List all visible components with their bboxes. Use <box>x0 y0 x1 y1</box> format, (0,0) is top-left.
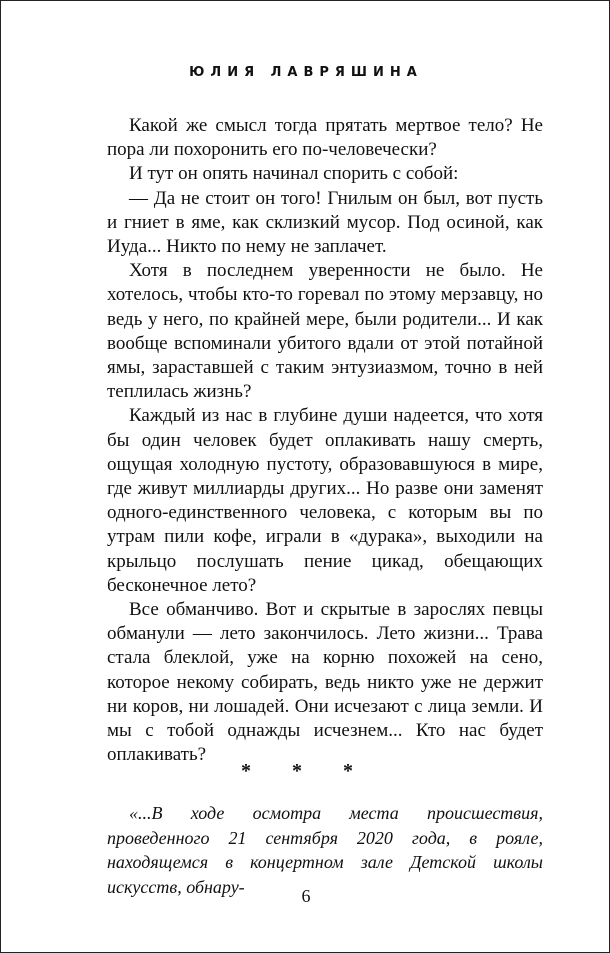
body-text <box>107 114 543 767</box>
quoted-report <box>107 801 543 899</box>
running-header-author: ЮЛИЯ ЛАВРЯШИНА <box>189 65 423 80</box>
paragraph: Каждый из нас в глубине души надеется, что хотя бы один человек будет оплакивать нашу смерть, ощущая холодную пустоту, образовавшуюся в мире, где живут миллиарды других... Но разве они заменят одного-единственного человека, с которым вы по утрам пили кофе, играли в «дурака», выходили на крыльцо послушать пение цикад, обещающих бесконечное лето? <box>107 405 543 596</box>
paragraph: Хотя в последнем уверенности не было. Не хотелось, чтобы кто-то горевал по этому мерзавцу, но ведь у него, по крайней мере, были родители... И как вообще вспоминали убитого вдали от этой потайной ямы, зараставшей с таким энтузиазмом, точно в ней теплилась жизнь? <box>107 260 543 403</box>
paragraph: — Да не стоит он того! Гнилым он был, вот пусть и гниет в яме, как склизкий мусор. Под осиной, как Иуда... Никто по нему не заплачет. <box>107 187 543 258</box>
paragraph: Все обманчиво. Вот и скрытые в зарослях певцы обманули — лето закончилось. Лето жизни... Трава стала блеклой, уже на корню похожей на сено, которое некому собирать, ведь никто уже не держит ни коров, ни лошадей. Они исчезают с лица земли. И мы с тобой однажды исчезнем... Кто нас будет оплакивать? <box>107 599 543 766</box>
quote-paragraph: «...В ходе осмотра места происшествия, проведенного 21 сентября 2020 года, в рояле, находящемся в концертном зале Детской школы искусств, обнару- <box>107 803 543 897</box>
paragraph: Какой же смысл тогда прятать мертвое тело? Не пора ли похоронить его по-человечески? <box>107 115 543 161</box>
paragraph: И тут он опять начинал спорить с собой: <box>129 163 459 185</box>
section-separator: * * * <box>241 760 371 782</box>
page-number: 6 <box>301 886 311 906</box>
